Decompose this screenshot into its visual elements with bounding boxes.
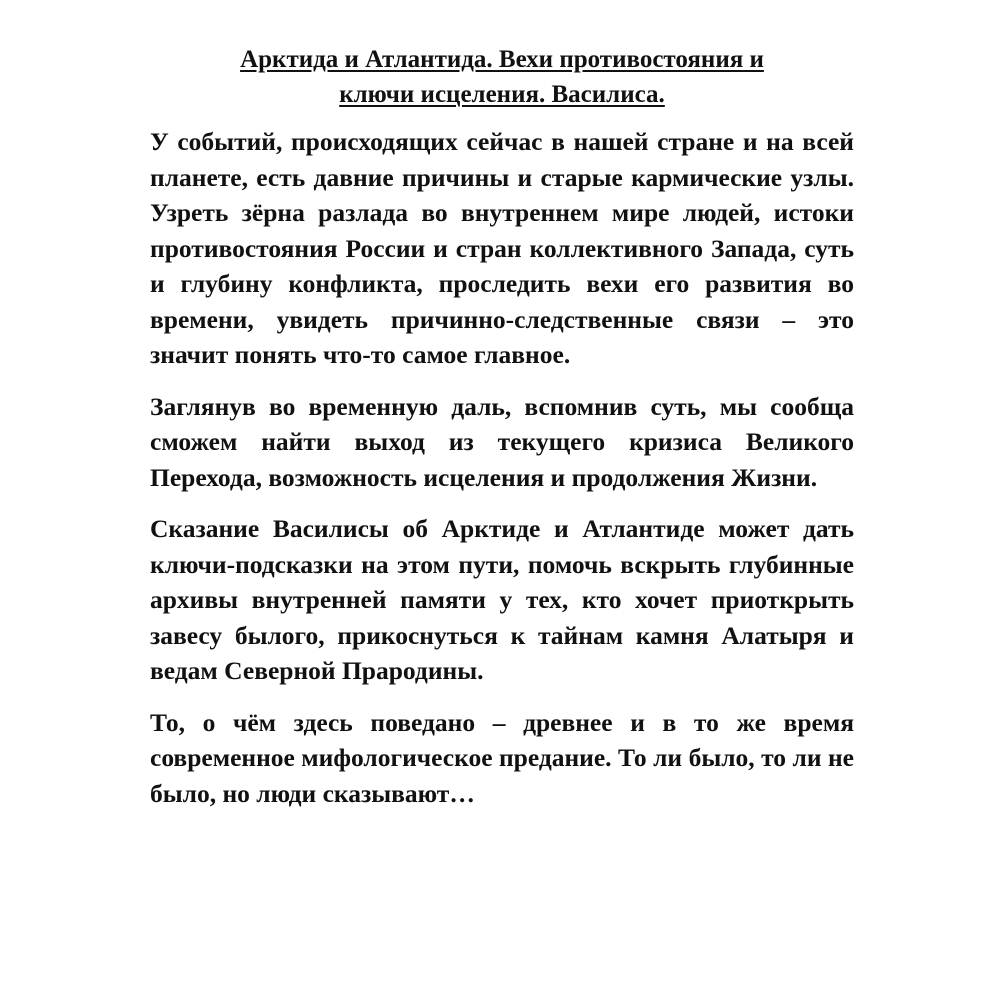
paragraph-3: Сказание Василисы об Арктиде и Атлантиде может дать ключи-подсказки на этом пути, помочь вскрыть глубинные архивы внутренней памяти у тех, кто хочет приоткрыть завесу былого, прикоснуться к тайнам камня Алатыря и ведам Северной Прародины.	[150, 514, 854, 685]
title-line-1: Арктида и Атлантида. Вехи противостояния и	[240, 46, 764, 73]
paragraph-2: Заглянув во временную даль, вспомнив суть, мы сообща сможем найти выход из текущего кризиса Великого Перехода, возможность исцеления и продолжения Жизни.	[150, 391, 854, 492]
paragraph-4: То, о чём здесь поведано – древнее и в то же время современное мифологическое предание. То ли было, то ли не было, но люди сказывают…	[150, 707, 854, 808]
document-page	[150, 42, 854, 811]
title-line-2: ключи исцеления. Василиса.	[339, 81, 665, 108]
paragraph-1: У событий, происходящих сейчас в нашей стране и на всей планете, есть давние причины и старые кармические узлы. Узреть зёрна разлада во внутреннем мире людей, истоки противостояния России и стран коллективного Запада, суть и глубину конфликта, проследить вехи его развития во времени, увидеть причинно-следственные связи – это значит понять что-то самое главное.	[150, 127, 854, 369]
document-title	[150, 42, 854, 112]
